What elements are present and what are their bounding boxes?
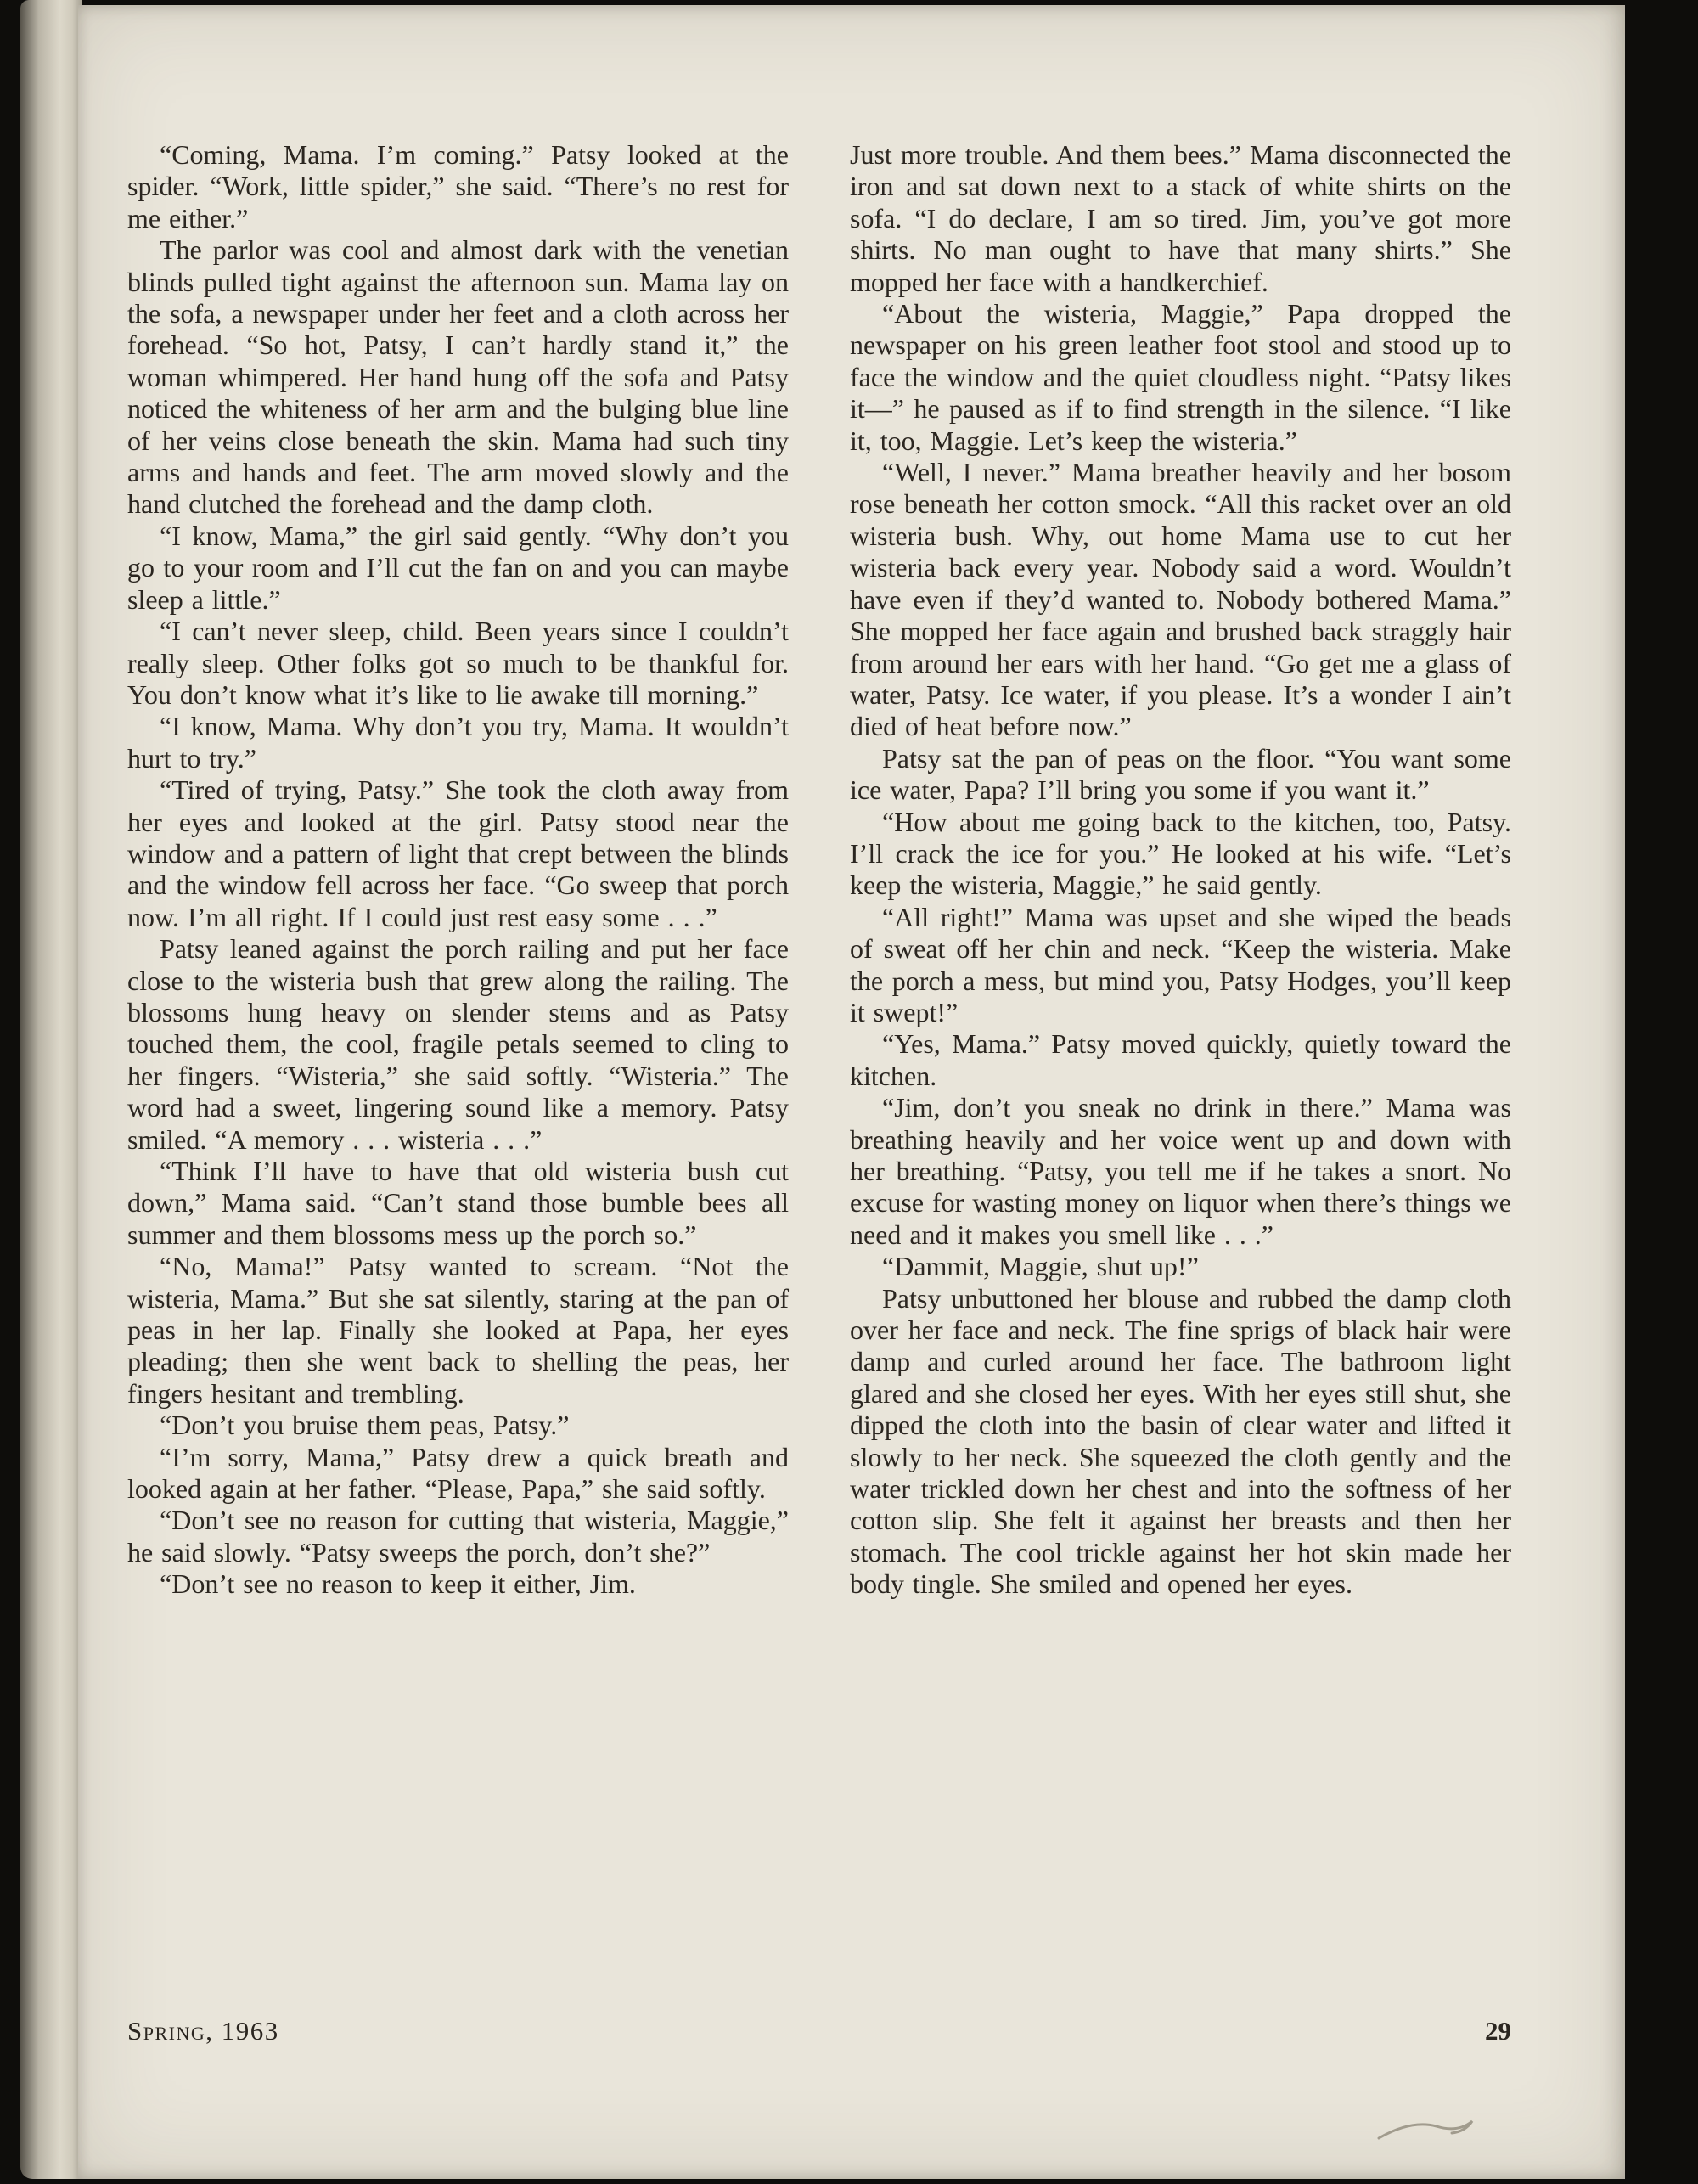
story-paragraph: “I know, Mama,” the girl said gently. “Why don’t you go to your room and I’ll cut the fan on and you can maybe sleep a little.” <box>127 520 789 615</box>
page-footer <box>127 2016 1511 2046</box>
stray-pencil-mark <box>1377 2113 1479 2147</box>
story-paragraph: “Tired of trying, Patsy.” She took the cloth away from her eyes and looked at the girl. Patsy stood near the window and a pattern of light that crept between the blinds and the window fell across her face. “Go sweep that porch now. I’m all right. If I could just rest easy some . . .” <box>127 774 789 932</box>
page-number: 29 <box>1485 2016 1511 2046</box>
story-paragraph: Patsy unbuttoned her blouse and rubbed the damp cloth over her face and neck. The fine sprigs of black hair were damp and curled around her face. The bathroom light glared and she closed her eyes. With her eyes still shut, she dipped the cloth into the basin of clear water and lifted it slowly to her neck. She squeezed the cloth gently and the water trickled down her chest and into the softness of her cotton slip. She felt it against her breasts and then her stomach. The cool trickle against her hot skin made her body tingle. She smiled and opened her eyes. <box>850 1282 1511 1600</box>
story-paragraph: “Jim, don’t you sneak no drink in there.” Mama was breathing heavily and her voice went up and down with her breathing. “Patsy, you tell me if he takes a snort. No excuse for wasting money on liquor when there’s things we need and it makes you smell like . . .” <box>850 1092 1511 1250</box>
story-paragraph: “No, Mama!” Patsy wanted to scream. “Not the wisteria, Mama.” But she sat silently, staring at the pan of peas in her lap. Finally she looked at Papa, her eyes pleading; then she went back to shelling the peas, her fingers hesitant and trembling. <box>127 1251 789 1409</box>
story-paragraph: The parlor was cool and almost dark with the venetian blinds pulled tight against the afternoon sun. Mama lay on the sofa, a newspaper under her feet and a cloth across her forehead. “So hot, Patsy, I can’t hardly stand it,” the woman whimpered. Her hand hung off the sofa and Patsy noticed the whiteness of her arm and the bulging blue line of her veins close beneath the skin. Mama had such tiny arms and hands and feet. The arm moved slowly and the hand clutched the forehead and the damp cloth. <box>127 234 789 520</box>
story-paragraph-continuation: Just more trouble. And them bees.” Mama disconnected the iron and sat down next to a stack of white shirts on the sofa. “I do declare, I am so tired. Jim, you’ve got more shirts. No man ought to have that many shirts.” She mopped her face with a handkerchief. <box>850 139 1511 297</box>
story-paragraph: “Yes, Mama.” Patsy moved quickly, quietly toward the kitchen. <box>850 1028 1511 1091</box>
story-paragraph: Patsy sat the pan of peas on the floor. “You want some ice water, Papa? I’ll bring you some if you want it.” <box>850 742 1511 806</box>
story-paragraph: “I can’t never sleep, child. Been years since I couldn’t really sleep. Other folks got so much to be thankful for. You don’t know what it’s like to lie awake till morning.” <box>127 616 789 710</box>
story-paragraph: “Don’t see no reason for cutting that wisteria, Maggie,” he said slowly. “Patsy sweeps the porch, don’t she?” <box>127 1505 789 1568</box>
story-paragraph: “About the wisteria, Maggie,” Papa dropped the newspaper on his green leather foot stool and stood up to face the window and the quiet cloudless night. “Patsy likes it—” he paused as if to find strength in the silence. “I like it, too, Maggie. Let’s keep the wisteria.” <box>850 298 1511 456</box>
story-paragraph: “Don’t see no reason to keep it either, Jim. <box>160 1568 636 1600</box>
story-paragraph: “How about me going back to the kitchen, too, Patsy. I’ll crack the ice for you.” He looked at his wife. “Let’s keep the wisteria, Maggie,” he said gently. <box>850 806 1511 901</box>
story-paragraph: “Don’t you bruise them peas, Patsy.” <box>160 1410 570 1441</box>
journal-issue-label: Spring, 1963 <box>127 2016 279 2046</box>
story-paragraph: “I know, Mama. Why don’t you try, Mama. It wouldn’t hurt to try.” <box>127 711 789 774</box>
right-column <box>850 139 1511 1601</box>
story-paragraph: “All right!” Mama was upset and she wiped the beads of sweat off her chin and neck. “Keep the wisteria. Make the porch a mess, but mind you, Patsy Hodges, you’ll keep it swept!” <box>850 901 1511 1027</box>
story-paragraph: Patsy leaned against the porch railing and put her face close to the wisteria bush that grew along the railing. The blossoms hung heavy on slender stems and as Patsy touched them, the cool, fragile petals seemed to cling to her fingers. “Wisteria,” she said softly. “Wisteria.” The word had a sweet, lingering sound like a memory. Patsy smiled. “A memory . . . wisteria . . .” <box>127 933 789 1155</box>
story-paragraph: “Coming, Mama. I’m coming.” Patsy looked at the spider. “Work, little spider,” she said. “There’s no rest for me either.” <box>127 139 789 234</box>
book-binding-page-edge <box>20 0 82 2179</box>
story-paragraph: “Think I’ll have to have that old wisteria bush cut down,” Mama said. “Can’t stand those bumble bees all summer and them blossoms mess up the porch so.” <box>127 1156 789 1250</box>
story-text-block <box>127 139 1511 1601</box>
left-column <box>127 139 789 1601</box>
magazine-page <box>78 5 1625 2179</box>
story-paragraph: “Dammit, Maggie, shut up!” <box>882 1251 1199 1282</box>
story-paragraph: “Well, I never.” Mama breather heavily and her bosom rose beneath her cotton smock. “All this racket over an old wisteria bush. Why, out home Mama use to cut her wisteria back every year. Nobody said a word. Wouldn’t have even if they’d wanted to. Nobody bothered Mama.” She mopped her face again and brushed back straggly hair from around her ears with her hand. “Go get me a glass of water, Patsy. Ice water, if you please. It’s a wonder I ain’t died of heat before now.” <box>850 457 1511 742</box>
story-paragraph: “I’m sorry, Mama,” Patsy drew a quick breath and looked again at her father. “Please, Papa,” she said softly. <box>127 1441 789 1505</box>
